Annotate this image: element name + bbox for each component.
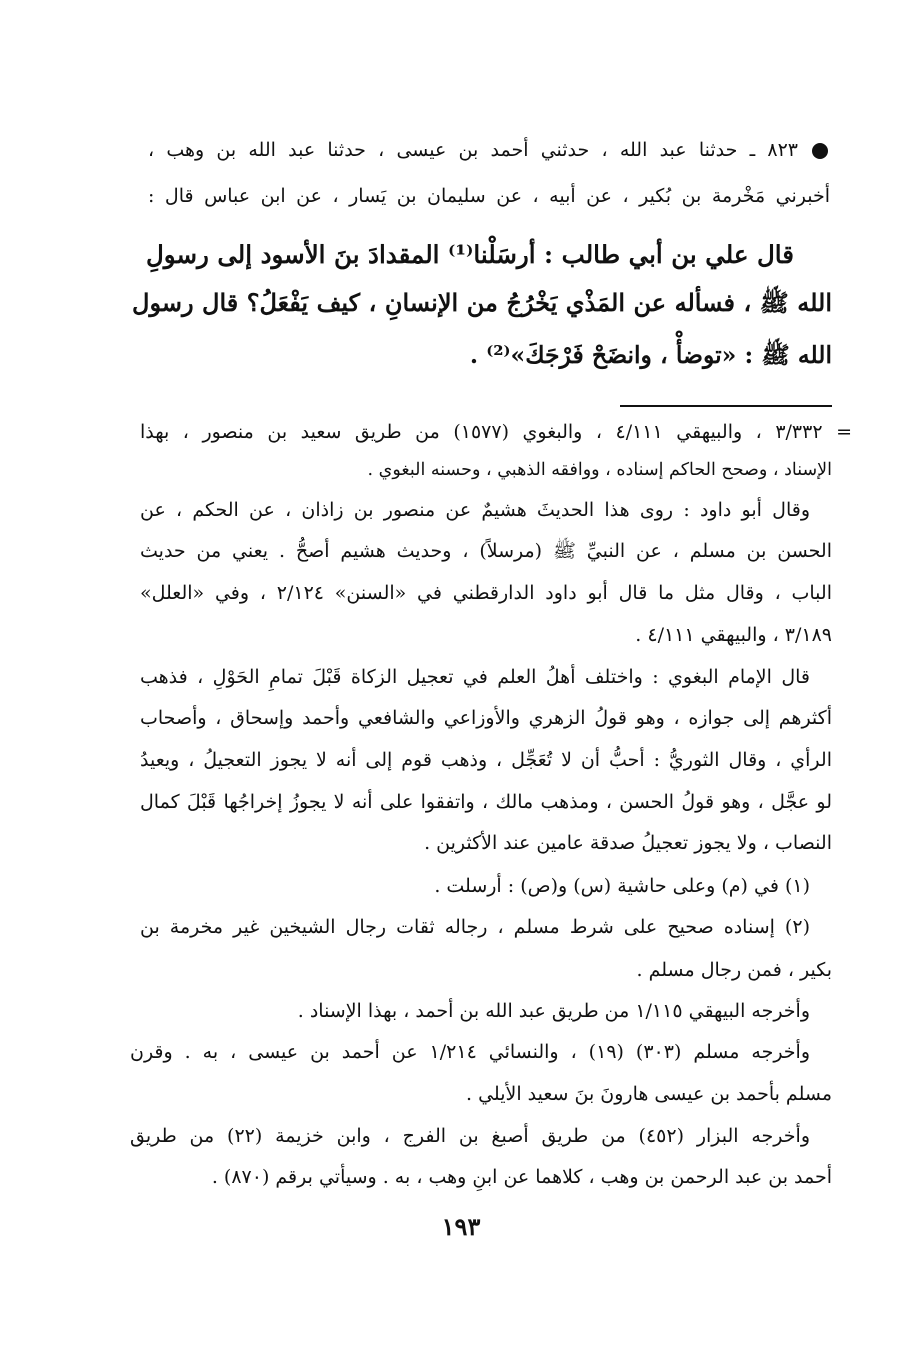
page-number: ١٩٣ xyxy=(441,1212,481,1241)
footnote-line: أكثرهم إلى جوازه ، وهو قولُ الزهري والأوزاعي والشافعي وأحمد وإسحاق ، وأصحاب xyxy=(140,707,832,729)
footnote-line: وقال أبو داود : روى هذا الحديثَ هشيمٌ عن منصور بن زاذان ، عن الحكم ، عن xyxy=(140,499,810,521)
footnote-line: (١) في (م) وعلى حاشية (س) و(ص) : أرسلت . xyxy=(434,875,810,897)
footnote-line: مسلم بأحمد بن عيسى هارونَ بنَ سعيد الأيلي . xyxy=(466,1083,832,1105)
footnote-separator xyxy=(620,405,832,407)
hadith-isnad-line: ٨٢٣ ـ حدثنا عبد الله ، حدثني أحمد بن عيسى ، حدثنا عبد الله بن وهب ، xyxy=(148,139,798,161)
footnote-line: ٣/١٨٩ ، والبيهقي ٤/١١١ . xyxy=(635,624,832,646)
hadith-matn-line: الله ﷺ ، فسأله عن المَذْي يَخْرُجُ من الإنسانِ ، كيف يَفْعَلُ؟ قال رسول xyxy=(132,288,832,317)
footnote-line: (٢) إسناده صحيح على شرط مسلم ، رجاله ثقات رجال الشيخين غير مخرمة بن xyxy=(140,916,810,938)
footnote-line: قال الإمام البغوي : واختلف أهلُ العلم في تعجيل الزكاة قَبْلَ تمامِ الحَوْلِ ، فذهب xyxy=(140,666,810,688)
footnote-line: النصاب ، ولا يجوز تعجيلُ صدقة عامين عند الأكثرين . xyxy=(424,832,832,854)
footnote-line: وأخرجه مسلم (٣٠٣) (١٩) ، والنسائي ١/٢١٤ عن أحمد بن عيسى ، به . وقرن xyxy=(130,1041,811,1063)
footnote-line: لو عجَّل ، وهو قولُ الحسن ، ومذهب مالك ، واتفقوا على أنه لا يجوزُ إخراجُها قَبْلَ كمال xyxy=(140,791,832,813)
footnote-line: الباب ، وقال مثل ما قال أبو داود الدارقطني في «السنن» ٢/١٢٤ ، وفي «العلل» xyxy=(140,582,832,604)
footnote-line: أحمد بن عبد الرحمن بن وهب ، كلاهما عن ابنِ وهب ، به . وسيأتي برقم (٨٧٠) . xyxy=(211,1166,832,1188)
footnote-line: وأخرجه البزار (٤٥٢) من طريق أصبغ بن الفرج ، وابن خزيمة (٢٢) من طريق xyxy=(130,1125,810,1147)
footnote-line: الإسناد ، وصحح الحاكم إسناده ، ووافقه الذهبي ، وحسنه البغوي . xyxy=(367,460,832,480)
footnote-line: = ٣/٣٣٢ ، والبيهقي ٤/١١١ ، والبغوي (١٥٧٧) من طريق سعيد بن منصور ، بهذا xyxy=(140,421,852,443)
footnote-line: الحسن بن مسلم ، عن النبيِّ ﷺ (مرسلاً) ، وحديث هشيم أصحُّ . يعني من حديث xyxy=(140,540,832,562)
bullet-icon xyxy=(812,143,828,159)
hadith-isnad-line: أخبرني مَخْرمة بن بُكير ، عن أبيه ، عن سليمان بن يَسار ، عن ابن عباس قال : xyxy=(148,185,830,207)
hadith-matn-line: قال علي بن أبي طالب : أرسَلْنا⁽¹⁾ المقدادَ بنَ الأسود إلى رسولِ xyxy=(146,240,794,269)
footnote-line: بكير ، فمن رجال مسلم . xyxy=(636,959,832,981)
footnote-line: الرأي ، وقال الثوريُّ : أحبُّ أن لا تُعَجِّل ، وذهب قوم إلى أنه لا يجوز التعجيلُ ، ويعيدُ xyxy=(140,749,832,771)
hadith-matn-line: الله ﷺ : «توضأْ ، وانضَحْ فَرْجَكَ»⁽²⁾ . xyxy=(469,341,832,369)
footnote-line: وأخرجه البيهقي ١/١١٥ من طريق عبد الله بن أحمد ، بهذا الإسناد . xyxy=(297,1000,810,1022)
